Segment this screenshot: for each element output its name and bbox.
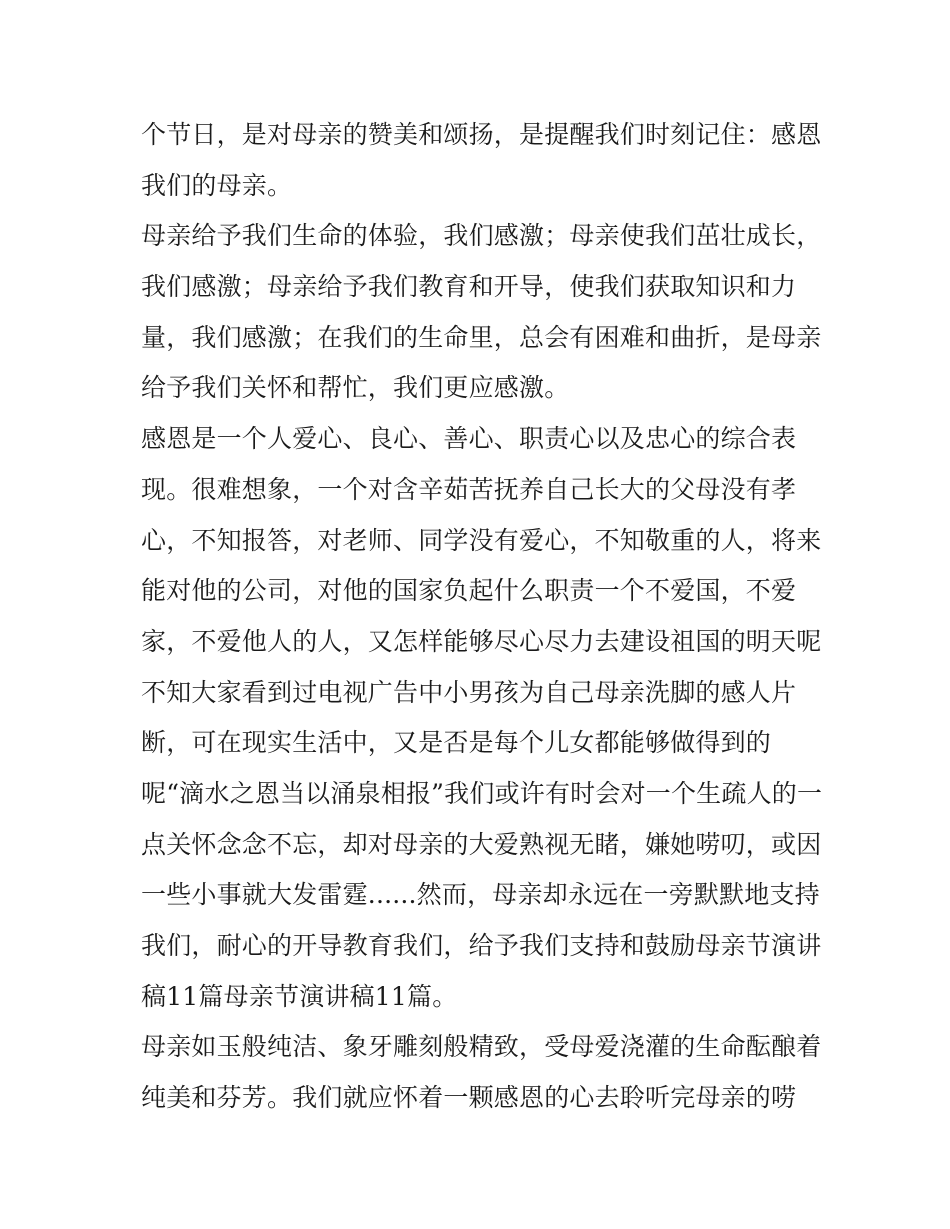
text-line: 稿11篇母亲节演讲稿11篇。: [141, 981, 458, 1011]
text-line: 母亲如玉般纯洁、象牙雕刻般精致，受母爱浇灌的生命酝酿着: [141, 1032, 822, 1062]
text-line: 给予我们关怀和帮忙，我们更应感激。: [141, 373, 570, 403]
text-line: 能对他的公司，对他的国家负起什么职责一个不爱国，不爱: [141, 576, 797, 606]
text-line: 一些小事就大发雷霆......然而，母亲却永远在一旁默默地支持: [141, 880, 820, 910]
text-line: 现。很难想象，一个对含辛茹苦抚养自己长大的父母没有孝: [141, 474, 797, 504]
text-line: 个节日，是对母亲的赞美和颂扬，是提醒我们时刻记住：感恩: [141, 120, 822, 149]
text-line: 纯美和芬芳。我们就应怀着一颗感恩的心去聆听完母亲的唠: [141, 1083, 797, 1113]
text-line: 感恩是一个人爱心、良心、善心、职责心以及忠心的综合表: [141, 424, 797, 454]
text-line: 心，不知报答，对老师、同学没有爱心，不知敬重的人，将来: [141, 525, 822, 555]
text-line: 断，可在现实生活中，又是否是每个儿女都能够做得到的: [141, 728, 772, 758]
text-line: 我们，耐心的开导教育我们，给予我们支持和鼓励母亲节演讲: [141, 931, 822, 960]
text-line: 我们感激；母亲给予我们教育和开导，使我们获取知识和力: [141, 272, 797, 302]
text-line: 不知大家看到过电视广告中小男孩为自己母亲洗脚的感人片: [141, 677, 797, 707]
body-text: [141, 110, 821, 1124]
text-line: 点关怀念念不忘，却对母亲的大爱熟视无睹，嫌她唠叨，或因: [141, 829, 822, 859]
text-line: 母亲给予我们生命的体验，我们感激；母亲使我们茁壮成长，: [141, 221, 822, 251]
text-line: 量，我们感激；在我们的生命里，总会有困难和曲折，是母亲: [141, 322, 822, 352]
text-line: 我们的母亲。: [141, 170, 293, 200]
text-line: 呢“滴水之恩当以涌泉相报”我们或许有时会对一个生疏人的一: [141, 778, 823, 808]
text-line: 家，不爱他人的人，又怎样能够尽心尽力去建设祖国的明天呢: [141, 626, 822, 656]
